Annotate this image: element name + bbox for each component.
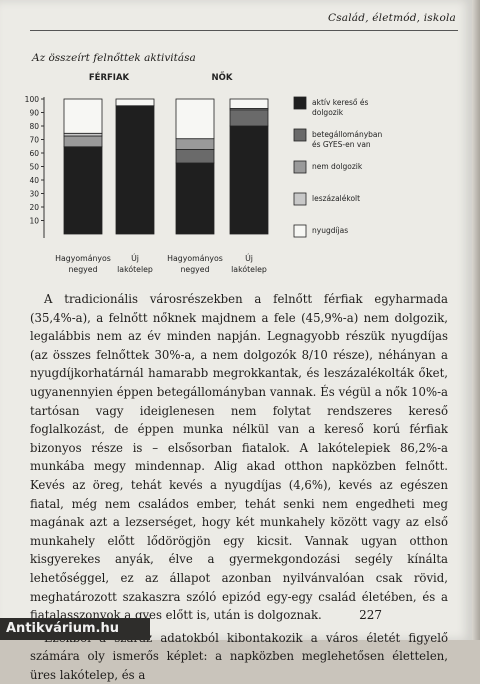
legend-label: nem dolgozik — [312, 162, 363, 171]
bar-segment — [176, 163, 214, 234]
category-label: lakótelep — [117, 265, 153, 274]
header-rule — [30, 30, 458, 31]
chart-axis — [25, 95, 44, 238]
bar-segment — [230, 126, 268, 234]
chart-bars — [64, 99, 268, 234]
legend-label: aktív kereső és — [312, 98, 369, 107]
paragraph-2: Ezekből a száraz adatokból kibontakozik a város életét figyelő számára oly ismerős képlet: a napközben meglehetősen élettelen, — [30, 629, 448, 684]
category-label: Hagyományos — [167, 254, 223, 263]
category-label: negyed — [68, 265, 97, 274]
bar-segment — [64, 133, 102, 136]
legend-label: dolgozik — [312, 108, 344, 117]
category-label: Új — [245, 254, 253, 263]
legend-swatch — [294, 193, 306, 205]
category-label: Új — [131, 254, 139, 263]
group-label: NŐK — [212, 72, 233, 83]
bar-segment — [176, 99, 214, 139]
y-tick-label: 90 — [29, 109, 39, 118]
bar-segment — [230, 99, 268, 108]
bar-segment — [176, 149, 214, 163]
activity-chart — [0, 64, 472, 286]
y-tick-label: 20 — [29, 203, 39, 212]
y-tick-label: 50 — [29, 163, 39, 172]
legend-swatch — [294, 161, 306, 173]
legend-swatch — [294, 225, 306, 237]
page-number: 227 — [359, 608, 382, 622]
bar-segment — [176, 139, 214, 150]
bar-segment — [64, 136, 102, 147]
y-tick-label: 70 — [29, 136, 39, 145]
legend-label: betegállományban — [312, 130, 382, 139]
bar-segment — [64, 99, 102, 133]
group-label: FÉRFIAK — [89, 71, 130, 83]
running-head: Család, életmód, iskola — [328, 12, 456, 24]
y-tick-label: 10 — [29, 217, 39, 226]
legend-swatch — [294, 129, 306, 141]
bar-segment — [116, 106, 154, 234]
bar-segment — [230, 110, 268, 126]
category-label: negyed — [180, 265, 209, 274]
category-label: Hagyományos — [55, 254, 111, 263]
bar-segment — [64, 147, 102, 234]
y-tick-label: 60 — [29, 149, 39, 158]
chart-legend — [294, 97, 382, 237]
category-label: lakótelep — [231, 265, 267, 274]
legend-label: leszázalékolt — [312, 194, 360, 203]
y-tick-label: 100 — [25, 95, 40, 104]
legend-swatch — [294, 97, 306, 109]
figure-caption: Az összeírt felnőttek aktivitása — [32, 52, 196, 64]
y-tick-label: 30 — [29, 190, 39, 199]
legend-label: nyugdíjas — [312, 226, 348, 235]
y-tick-label: 40 — [29, 176, 39, 185]
page-edge — [472, 0, 480, 640]
watermark-logo: Antikvárium.hu — [0, 618, 150, 640]
bar-segment — [116, 99, 154, 106]
y-tick-label: 80 — [29, 122, 39, 131]
legend-label: és GYES-en van — [312, 140, 371, 149]
paragraph-1: A tradicionális városrészekben a felnőtt férfiak egyharmada (35,4%-a), a felnőtt nőknek majdnem a fele (45,9%-a) nem dolgozik, legalábbis nem az év minden napján. Legnagyobb részük nyugdíjas (az összes felnőttek 30%-a, a nem dolgozók 8/10 része), néhányan a nyugdíjkorhatárnál hamarabb megrokkantak, és leszázalékolták őket, ugyanennyien éppen betegállományban vannak. És végül a nők 10%-a tartósan vagy ideiglenesen nem folytat rendszeres kereső foglalkozást, de éppen munka nélkül van a kereső korú férfiak bizonyos része is – elsősorban fiatalok. A lakótelepiek 86,2%-a munkába megy mindennap. Alig akad otthon napközben felnőtt. Kevés az öreg, tehát kevés a nyugdíjas (4,6%), kevés az egészen fiatal, még nem családos ember, tehát senki nem engedheti meg magának azt a lezserséget, hogy két munkahely között vagy az első munkahely előtt lődörögjön egy kicsit. Vannak ugyan otthon kisgyerekes anyák, élve a gyermekgondozási segély kínálta lehetőséggel, ez az állapot azonban nyilvánvalóan csak rövid, meghatározott szakaszra szóló epizód egy-egy család életében, és a fiatalasszonyok a gyes előtt is, után is dolgoznak. — [30, 290, 448, 625]
